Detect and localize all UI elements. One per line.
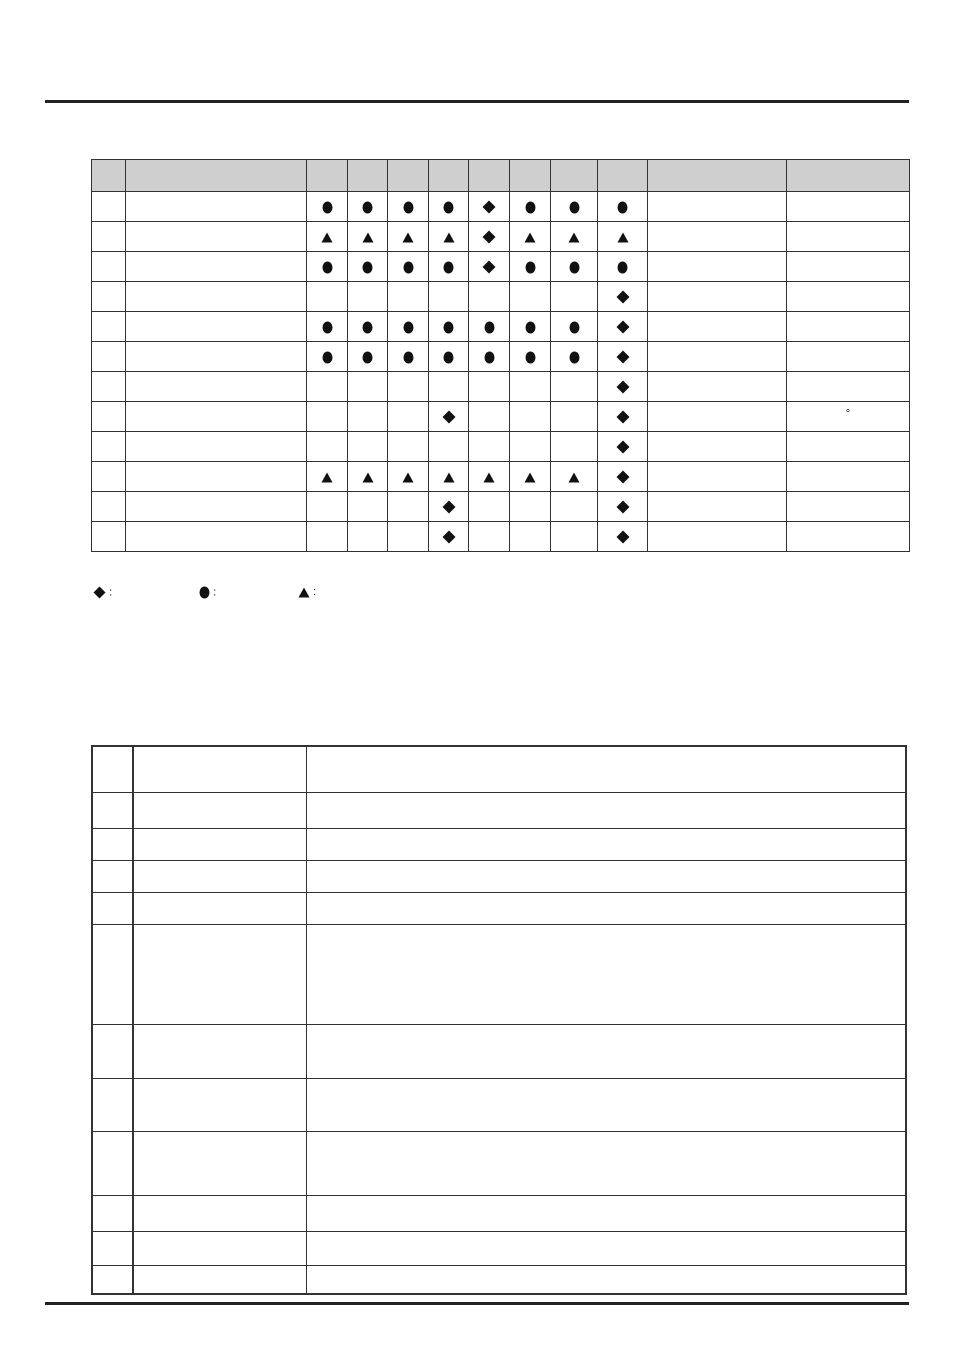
circle-icon <box>322 201 333 214</box>
diamond-icon <box>616 350 630 364</box>
symbol-cell <box>551 462 598 492</box>
header-cell <box>307 160 348 192</box>
description-table <box>91 745 907 1295</box>
compatibility-table <box>91 159 910 552</box>
symbol-cell <box>469 222 510 252</box>
table-row <box>92 402 910 432</box>
symbol-cell <box>551 342 598 372</box>
header-cell <box>348 160 388 192</box>
symbol-cell <box>598 462 648 492</box>
circle-icon <box>443 321 454 334</box>
row-number-cell <box>92 372 126 402</box>
spec-cell <box>648 342 787 372</box>
note-cell <box>787 282 910 312</box>
diamond-icon <box>482 230 496 244</box>
symbol-cell <box>510 462 551 492</box>
table-row <box>92 1131 906 1195</box>
symbol-cell <box>510 342 551 372</box>
triangle-icon <box>362 472 374 483</box>
desc-cell <box>306 924 906 1024</box>
symbol-cell <box>469 432 510 462</box>
symbol-cell <box>307 432 348 462</box>
symbol-cell <box>469 522 510 552</box>
symbol-cell <box>551 522 598 552</box>
legend-colon: : <box>313 586 317 598</box>
desc-cell <box>92 924 133 1024</box>
row-number-cell <box>92 222 126 252</box>
symbol-cell <box>598 432 648 462</box>
circle-icon <box>322 351 333 364</box>
triangle-icon <box>443 232 455 243</box>
table-row <box>92 192 910 222</box>
row-number-cell <box>92 252 126 282</box>
table-row <box>92 1231 906 1265</box>
symbol-cell <box>429 402 469 432</box>
symbol-cell <box>307 222 348 252</box>
top-rule <box>45 100 909 103</box>
row-number-cell <box>92 282 126 312</box>
note-cell <box>787 432 910 462</box>
legend-colon: : <box>213 586 217 599</box>
row-label-cell <box>126 222 307 252</box>
desc-cell <box>306 892 906 924</box>
spec-cell <box>648 252 787 282</box>
symbol-cell <box>348 282 388 312</box>
desc-cell <box>133 828 306 860</box>
desc-cell <box>306 860 906 892</box>
diamond-icon <box>616 470 630 484</box>
symbol-cell <box>429 312 469 342</box>
triangle-icon <box>617 232 629 243</box>
circle-icon <box>569 351 580 364</box>
diamond-icon <box>616 410 630 424</box>
desc-cell <box>133 924 306 1024</box>
diamond-icon <box>482 260 496 274</box>
header-cell <box>551 160 598 192</box>
symbol-cell <box>598 522 648 552</box>
table-row <box>92 372 910 402</box>
desc-cell <box>306 1195 906 1231</box>
table-row <box>92 746 906 792</box>
desc-cell <box>133 892 306 924</box>
symbol-cell <box>307 492 348 522</box>
circle-icon <box>525 351 536 364</box>
row-label-cell <box>126 462 307 492</box>
circle-icon <box>484 351 495 364</box>
diamond-icon <box>616 380 630 394</box>
circle-icon <box>525 261 536 274</box>
triangle-icon <box>524 232 536 243</box>
symbol-cell <box>348 402 388 432</box>
symbol-cell <box>348 462 388 492</box>
circle-icon <box>569 201 580 214</box>
symbol-cell <box>551 432 598 462</box>
desc-cell <box>306 1078 906 1131</box>
row-label-cell <box>126 312 307 342</box>
symbol-cell <box>469 192 510 222</box>
symbol-cell <box>551 492 598 522</box>
symbol-cell <box>510 432 551 462</box>
triangle-icon <box>402 472 414 483</box>
triangle-icon <box>298 587 310 598</box>
circle-icon <box>484 321 495 334</box>
row-number-cell <box>92 462 126 492</box>
triangle-icon <box>524 472 536 483</box>
symbol-cell <box>348 222 388 252</box>
triangle-icon <box>443 472 455 483</box>
desc-cell <box>92 1265 133 1294</box>
diamond-icon <box>616 290 630 304</box>
circle-icon <box>617 201 628 214</box>
row-number-cell <box>92 312 126 342</box>
note-cell <box>787 222 910 252</box>
symbol-cell <box>598 402 648 432</box>
symbol-cell <box>307 522 348 552</box>
circle-icon <box>403 351 414 364</box>
header-cell <box>429 160 469 192</box>
legend-colon: : <box>109 586 113 599</box>
symbol-cell <box>307 282 348 312</box>
symbol-cell <box>388 192 429 222</box>
row-label-cell <box>126 402 307 432</box>
symbol-cell <box>348 432 388 462</box>
circle-icon <box>362 261 373 274</box>
table-row <box>92 432 910 462</box>
symbol-cell <box>598 342 648 372</box>
table-row <box>92 222 910 252</box>
symbol-cell <box>510 282 551 312</box>
spec-cell <box>648 372 787 402</box>
triangle-icon <box>402 232 414 243</box>
diamond-icon <box>442 500 456 514</box>
desc-cell <box>133 1231 306 1265</box>
desc-cell <box>133 746 306 792</box>
spec-cell <box>648 282 787 312</box>
legend-circle <box>199 586 216 599</box>
circle-icon <box>569 261 580 274</box>
symbol-cell <box>348 252 388 282</box>
desc-cell <box>92 1231 133 1265</box>
symbol-cell <box>429 372 469 402</box>
header-cell <box>510 160 551 192</box>
symbol-cell <box>388 432 429 462</box>
symbol-cell <box>469 282 510 312</box>
table-row <box>92 342 910 372</box>
row-number-cell <box>92 342 126 372</box>
symbol-cell <box>307 462 348 492</box>
desc-cell <box>133 1195 306 1231</box>
note-cell <box>787 492 910 522</box>
triangle-icon <box>568 232 580 243</box>
circle-icon <box>403 201 414 214</box>
symbol-cell <box>469 372 510 402</box>
note-cell <box>787 312 910 342</box>
symbol-cell <box>429 492 469 522</box>
circle-icon <box>362 351 373 364</box>
circle-icon <box>569 321 580 334</box>
spec-cell <box>648 312 787 342</box>
header-cell <box>598 160 648 192</box>
symbol-cell <box>429 282 469 312</box>
spec-cell <box>648 402 787 432</box>
symbol-cell <box>388 402 429 432</box>
spec-cell <box>648 192 787 222</box>
row-number-cell <box>92 192 126 222</box>
symbol-cell <box>388 312 429 342</box>
symbol-cell <box>598 282 648 312</box>
circle-icon <box>443 201 454 214</box>
circle-icon <box>403 321 414 334</box>
table-row <box>92 312 910 342</box>
header-cell <box>648 160 787 192</box>
desc-cell <box>133 860 306 892</box>
symbol-cell <box>598 492 648 522</box>
compat-header-row <box>92 160 910 192</box>
legend-diamond <box>93 586 112 599</box>
symbol-cell <box>307 252 348 282</box>
row-number-cell <box>92 492 126 522</box>
header-cell <box>469 160 510 192</box>
table-row <box>92 1265 906 1294</box>
row-label-cell <box>126 522 307 552</box>
symbol-cell <box>429 252 469 282</box>
triangle-icon <box>321 232 333 243</box>
row-label-cell <box>126 342 307 372</box>
triangle-icon <box>362 232 374 243</box>
symbol-cell <box>429 192 469 222</box>
note-cell <box>787 462 910 492</box>
symbol-cell <box>510 222 551 252</box>
desc-cell <box>306 1231 906 1265</box>
circle-icon <box>322 261 333 274</box>
table-row <box>92 792 906 828</box>
circle-icon <box>362 201 373 214</box>
symbol-cell <box>510 402 551 432</box>
diamond-icon <box>616 440 630 454</box>
symbol-cell <box>388 462 429 492</box>
symbol-cell <box>598 312 648 342</box>
desc-cell <box>306 1131 906 1195</box>
diamond-icon <box>442 530 456 544</box>
row-label-cell <box>126 252 307 282</box>
desc-cell <box>92 792 133 828</box>
row-label-cell <box>126 282 307 312</box>
table-row <box>92 1078 906 1131</box>
desc-cell <box>306 1024 906 1078</box>
symbol-cell <box>388 492 429 522</box>
symbol-cell <box>469 342 510 372</box>
table-row <box>92 860 906 892</box>
symbol-cell <box>348 342 388 372</box>
table-row <box>92 1195 906 1231</box>
symbol-cell <box>598 222 648 252</box>
symbol-cell <box>429 432 469 462</box>
table-row <box>92 282 910 312</box>
diamond-icon <box>442 410 456 424</box>
symbol-cell <box>307 312 348 342</box>
desc-cell <box>92 1195 133 1231</box>
row-number-cell <box>92 432 126 462</box>
symbol-cell <box>307 192 348 222</box>
symbol-cell <box>469 402 510 432</box>
circle-icon <box>322 321 333 334</box>
circle-icon <box>443 351 454 364</box>
table-row <box>92 828 906 860</box>
symbol-cell <box>510 372 551 402</box>
table-row <box>92 1024 906 1078</box>
header-cell <box>787 160 910 192</box>
symbol-cell <box>307 342 348 372</box>
symbol-cell <box>348 372 388 402</box>
symbol-cell <box>388 372 429 402</box>
diamond-icon <box>482 200 496 214</box>
desc-cell <box>133 1131 306 1195</box>
desc-cell <box>92 1024 133 1078</box>
note-cell <box>787 252 910 282</box>
desc-cell <box>92 860 133 892</box>
diamond-icon <box>616 320 630 334</box>
desc-cell <box>133 1265 306 1294</box>
symbol-cell <box>307 402 348 432</box>
triangle-icon <box>483 472 495 483</box>
symbol-cell <box>469 252 510 282</box>
note-cell <box>787 372 910 402</box>
header-cell <box>92 160 126 192</box>
spec-cell <box>648 522 787 552</box>
row-label-cell <box>126 492 307 522</box>
table-row <box>92 462 910 492</box>
spec-cell <box>648 462 787 492</box>
header-cell <box>126 160 307 192</box>
spec-cell <box>648 432 787 462</box>
desc-cell <box>306 746 906 792</box>
note-cell <box>787 402 910 432</box>
circle-icon <box>362 321 373 334</box>
symbol-cell <box>469 492 510 522</box>
row-label-cell <box>126 192 307 222</box>
triangle-icon <box>321 472 333 483</box>
symbol-cell <box>551 222 598 252</box>
desc-cell <box>92 1078 133 1131</box>
note-cell <box>787 522 910 552</box>
symbol-cell <box>551 312 598 342</box>
symbol-cell <box>429 222 469 252</box>
spec-cell <box>648 492 787 522</box>
symbol-cell <box>510 252 551 282</box>
bottom-rule <box>45 1302 909 1305</box>
symbol-cell <box>551 192 598 222</box>
symbol-cell <box>348 192 388 222</box>
symbol-cell <box>388 282 429 312</box>
circle-icon <box>525 201 536 214</box>
degree-mark: ° <box>845 407 851 420</box>
desc-cell <box>133 1024 306 1078</box>
symbol-cell <box>429 462 469 492</box>
symbol-cell <box>551 282 598 312</box>
row-number-cell <box>92 522 126 552</box>
row-label-cell <box>126 432 307 462</box>
spec-cell <box>648 222 787 252</box>
row-number-cell <box>92 402 126 432</box>
symbol-cell <box>469 462 510 492</box>
symbol-cell <box>551 402 598 432</box>
symbol-cell <box>598 372 648 402</box>
diamond-icon <box>616 500 630 514</box>
symbol-cell <box>510 192 551 222</box>
symbol-cell <box>551 252 598 282</box>
table-row <box>92 492 910 522</box>
symbol-cell <box>348 492 388 522</box>
desc-cell <box>92 892 133 924</box>
header-cell <box>388 160 429 192</box>
circle-icon <box>443 261 454 274</box>
circle-icon <box>199 586 210 599</box>
row-label-cell <box>126 372 307 402</box>
circle-icon <box>525 321 536 334</box>
table-row <box>92 892 906 924</box>
desc-cell <box>92 746 133 792</box>
symbol-cell <box>388 252 429 282</box>
symbol-cell <box>429 342 469 372</box>
symbol-cell <box>598 252 648 282</box>
symbol-cell <box>307 372 348 402</box>
symbol-cell <box>348 312 388 342</box>
desc-cell <box>133 1078 306 1131</box>
note-cell <box>787 342 910 372</box>
symbol-cell <box>388 222 429 252</box>
triangle-icon <box>568 472 580 483</box>
circle-icon <box>403 261 414 274</box>
symbol-cell <box>469 312 510 342</box>
symbol-cell <box>598 192 648 222</box>
symbol-cell <box>551 372 598 402</box>
table-row <box>92 522 910 552</box>
circle-icon <box>617 261 628 274</box>
symbol-cell <box>510 492 551 522</box>
symbol-cell <box>429 522 469 552</box>
table-row <box>92 252 910 282</box>
symbol-cell <box>388 522 429 552</box>
symbol-cell <box>510 522 551 552</box>
symbol-cell <box>510 312 551 342</box>
desc-cell <box>306 828 906 860</box>
desc-cell <box>92 1131 133 1195</box>
legend-triangle <box>298 586 316 598</box>
desc-cell <box>133 792 306 828</box>
symbol-cell <box>388 342 429 372</box>
table-row <box>92 924 906 1024</box>
diamond-icon <box>93 586 106 599</box>
note-cell <box>787 192 910 222</box>
diamond-icon <box>616 530 630 544</box>
desc-cell <box>306 792 906 828</box>
desc-cell <box>92 828 133 860</box>
symbol-cell <box>348 522 388 552</box>
desc-cell <box>306 1265 906 1294</box>
